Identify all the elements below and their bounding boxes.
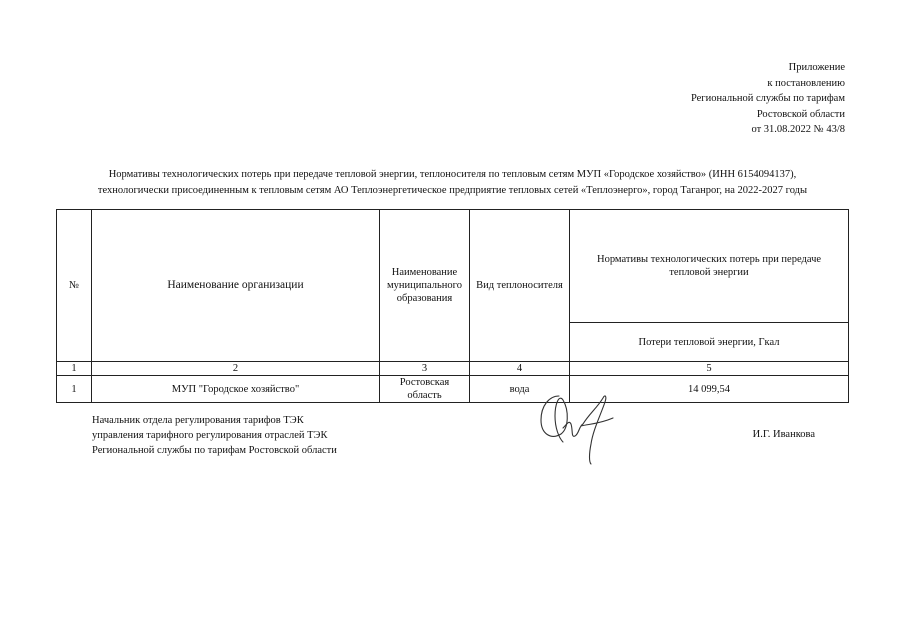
column-number: 2: [92, 362, 380, 376]
signer-name: И.Г. Иванкова: [752, 429, 815, 440]
column-number: 1: [57, 362, 92, 376]
cell-carrier: вода: [470, 376, 570, 403]
header-org: Наименование организации: [92, 210, 380, 362]
appendix-line: Ростовской области: [756, 108, 845, 120]
table-row: [57, 376, 849, 403]
column-number: 3: [380, 362, 470, 376]
position-line: Начальник отдела регулирования тарифов ТЭК: [92, 415, 304, 426]
column-numbers-row: [57, 362, 849, 376]
cell-org: МУП "Городское хозяйство": [92, 376, 380, 403]
header-carrier: Вид теплоносителя: [470, 210, 570, 362]
cell-num: 1: [57, 376, 92, 403]
position-line: управления тарифного регулирования отраслей ТЭК: [92, 430, 328, 441]
position-line: Региональной службы по тарифам Ростовской области: [92, 445, 337, 456]
handwritten-signature: [533, 384, 623, 466]
norms-table: [56, 209, 849, 403]
header-losses: Потери тепловой энергии, Гкал: [570, 323, 849, 362]
cell-municipality: Ростовская область: [380, 376, 470, 403]
header-norms: Нормативы технологических потерь при передаче тепловой энергии: [570, 210, 849, 323]
signatory-position: [92, 413, 337, 458]
appendix-line: к постановлению: [767, 77, 845, 89]
document-title: [60, 167, 845, 199]
column-number: 5: [570, 362, 849, 376]
header-num: №: [57, 210, 92, 362]
header-municipality: Наименование муниципального образования: [380, 210, 470, 362]
appendix-line: Региональной службы по тарифам: [690, 93, 845, 104]
appendix-line: Приложение: [788, 62, 845, 73]
appendix-line: от 31.08.2022 № 43/8: [751, 124, 845, 135]
cell-losses: 14 099,54: [570, 376, 849, 403]
column-number: 4: [470, 362, 570, 376]
appendix-block: [691, 60, 845, 138]
table-header-row: [57, 210, 849, 323]
title-line-1: Нормативы технологических потерь при передаче тепловой энергии, теплоносителя по тепловым сетям МУП «Городское хозяйство» (ИНН 6154094137),: [108, 169, 797, 180]
title-line-2: технологически присоединенным к тепловым сетям АО Теплоэнергетическое предприятие тепловых сетей «Теплоэнерго», город Таганрог, на 2022-2027 годы: [97, 185, 808, 196]
